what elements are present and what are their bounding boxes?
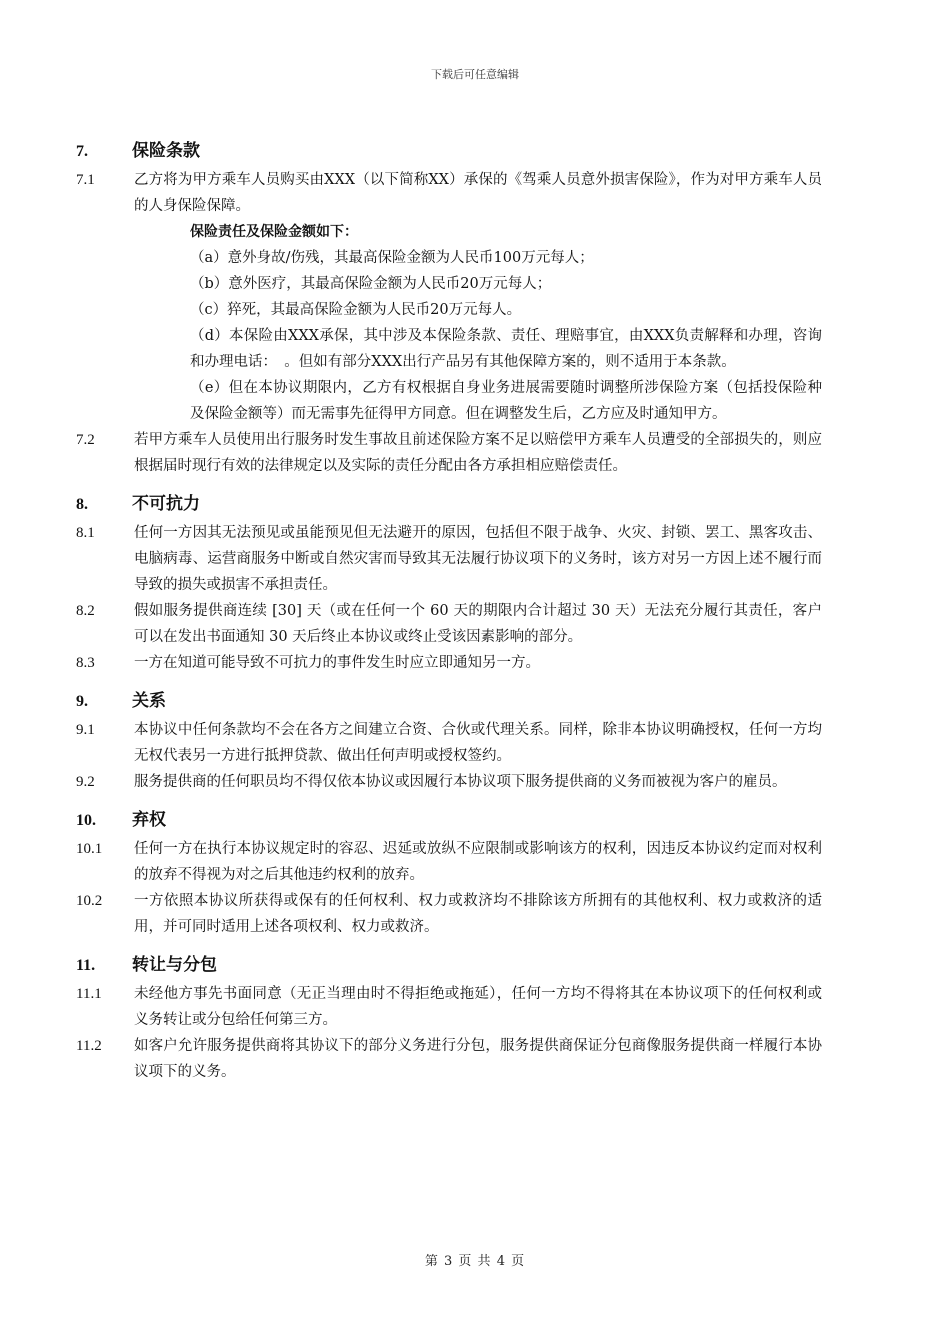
section-number: 11.: [76, 957, 96, 974]
section-heading: [76, 950, 822, 975]
clause-number: 11.2: [76, 1038, 102, 1054]
section-heading: [76, 489, 822, 514]
insurance-item: （a）意外身故/伤残，其最高保险金额为人民币100万元每人；: [190, 250, 594, 266]
clause: [76, 598, 822, 650]
clause-number: 8.1: [76, 525, 95, 541]
clause-text: 如客户允许服务提供商将其协议下的部分义务进行分包，服务提供商保证分包商像服务提供商一样履行本协议项下的义务。: [134, 1038, 822, 1080]
clause-number: 9.1: [76, 722, 95, 738]
page-header: 下载后可任意编辑: [431, 68, 519, 81]
section-title: 关系: [132, 691, 166, 711]
clause: [76, 520, 822, 598]
clause-text: 任何一方在执行本协议规定时的容忍、迟延或放纵不应限制或影响该方的权利，因违反本协议约定而对权利的放弃不得视为对之后其他违约权利的放弃。: [134, 841, 822, 883]
clause: [76, 1033, 822, 1085]
section-heading: [76, 136, 822, 161]
clause-text: 服务提供商的任何职员均不得仅依本协议或因履行本协议项下服务提供商的义务而被视为客户的雇员。: [134, 774, 787, 790]
clause-number: 11.1: [76, 986, 102, 1002]
section-number: 9.: [76, 693, 88, 710]
section-title: 不可抗力: [132, 494, 200, 514]
clause-number: 10.1: [76, 841, 103, 857]
clause-number: 7.1: [76, 172, 95, 188]
section-heading: [76, 805, 822, 830]
clause-text: 任何一方因其无法预见或虽能预见但无法避开的原因，包括但不限于战争、火灾、封锁、罢工、黑客攻击、电脑病毒、运营商服务中断或自然灾害而导致其无法履行协议项下的义务时，该方对另一方因上述不履行而导致的损失或损害不承担责任。: [134, 525, 822, 593]
clause-number: 9.2: [76, 774, 95, 790]
clause: [76, 167, 822, 219]
clause-text: 未经他方事先书面同意（无正当理由时不得拒绝或拖延），任何一方均不得将其在本协议项下的任何权利或义务转让或分包给任何第三方。: [134, 986, 822, 1028]
section-title: 弃权: [132, 810, 166, 830]
clause-text: 乙方将为甲方乘车人员购买由XXX（以下简称XX）承保的《驾乘人员意外损害保险》，作为对甲方乘车人员的人身保险保障。: [134, 172, 822, 214]
clause-number: 8.2: [76, 603, 95, 619]
insurance-item: （d）本保险由XXX承保，其中涉及本保险条款、责任、理赔事宜，由XXX负责解释和办理，咨询和办理电话： 。但如有部分XXX出行产品另有其他保障方案的，则不适用于本条款。: [190, 328, 822, 370]
document-body: [76, 136, 822, 1085]
clause-text: 一方依照本协议所获得或保有的任何权利、权力或救济均不排除该方所拥有的其他权利、权力或救济的适用，并可同时适用上述各项权利、权力或救济。: [134, 893, 822, 935]
clause: [76, 650, 822, 676]
section-title: 转让与分包: [132, 955, 217, 975]
clause-text: 若甲方乘车人员使用出行服务时发生事故且前述保险方案不足以赔偿甲方乘车人员遭受的全部损失的，则应根据届时现行有效的法律规定以及实际的责任分配由各方承担相应赔偿责任。: [134, 432, 822, 474]
clause-number: 7.2: [76, 432, 95, 448]
section-number: 7.: [76, 143, 88, 160]
clause-number: 8.3: [76, 655, 95, 671]
insurance-heading: 保险责任及保险金额如下：: [190, 224, 358, 240]
clause: [76, 836, 822, 888]
insurance-item: （b）意外医疗，其最高保险金额为人民币20万元每人；: [190, 276, 552, 292]
page-footer: 第 3 页 共 4 页: [424, 1254, 526, 1269]
insurance-item: （c）猝死，其最高保险金额为人民币20万元每人。: [190, 302, 522, 318]
clause: [76, 888, 822, 940]
clause-text: 一方在知道可能导致不可抗力的事件发生时应立即通知另一方。: [134, 655, 540, 671]
clause: [76, 769, 822, 795]
clause-number: 10.2: [76, 893, 103, 909]
clause: [76, 427, 822, 479]
clause: [76, 717, 822, 769]
section-number: 8.: [76, 496, 88, 513]
clause-text: 假如服务提供商连续 [30] 天（或在任何一个 60 天的期限内合计超过 30 天）无法充分履行其责任，客户可以在发出书面通知 30 天后终止本协议或终止受该因素影响的部分。: [134, 603, 822, 645]
insurance-item: （e）但在本协议期限内，乙方有权根据自身业务进展需要随时调整所涉保险方案（包括投保险种及保险金额等）而无需事先征得甲方同意。但在调整发生后，乙方应及时通知甲方。: [190, 380, 822, 422]
section-title: 保险条款: [132, 141, 200, 161]
section-heading: [76, 686, 822, 711]
section-number: 10.: [76, 812, 96, 829]
clause: [76, 981, 822, 1033]
clause-text: 本协议中任何条款均不会在各方之间建立合资、合伙或代理关系。同样，除非本协议明确授权，任何一方均无权代表另一方进行抵押贷款、做出任何声明或授权签约。: [134, 722, 822, 764]
